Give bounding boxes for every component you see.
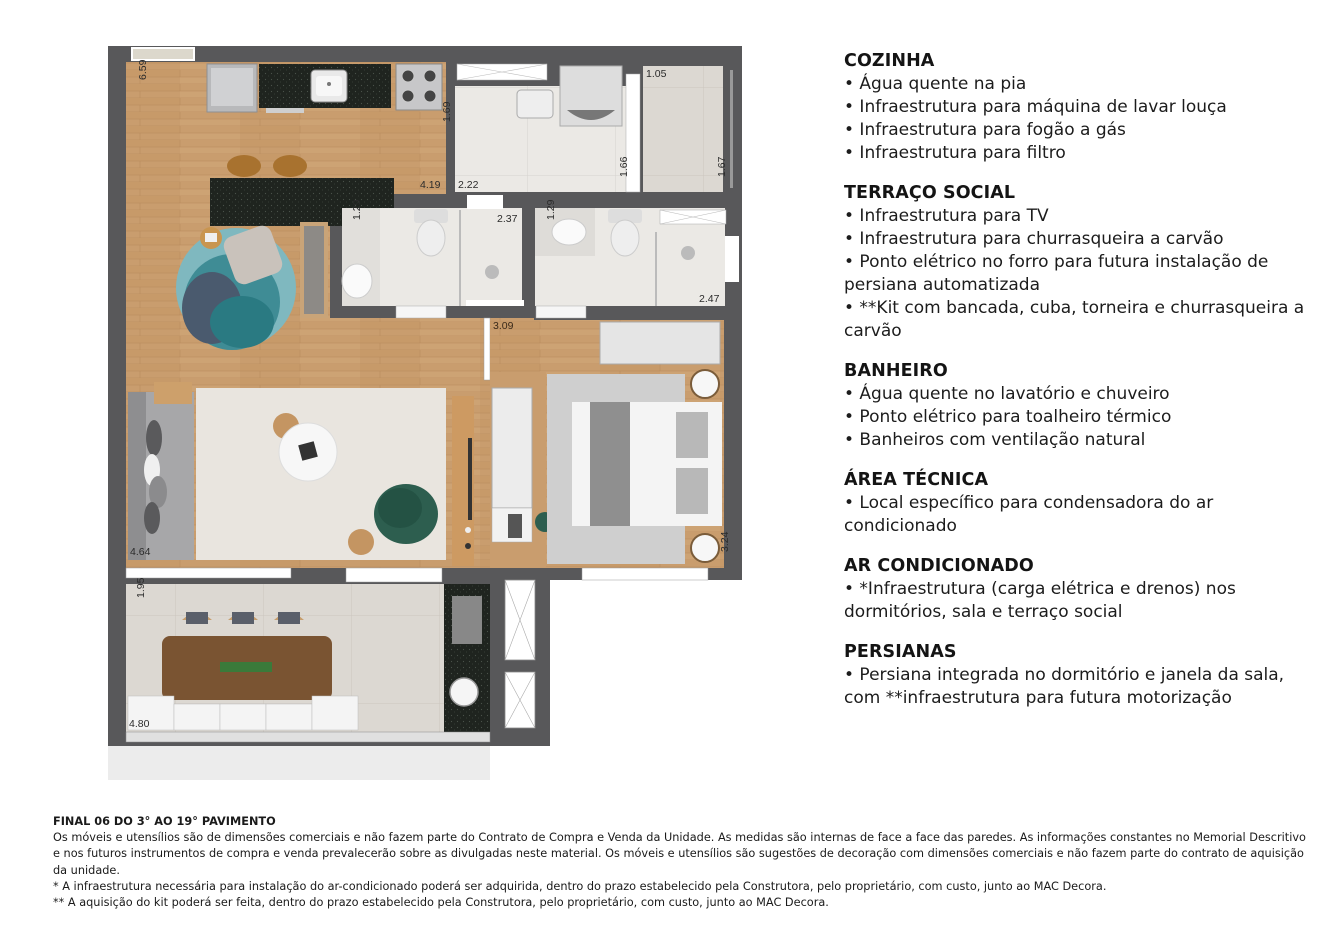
section-title: ÁREA TÉCNICA <box>844 470 989 490</box>
feature-item: • Local específico para condensadora do ar condicionado <box>844 493 1214 536</box>
feature-section-cozinha <box>844 50 1314 165</box>
floor-plan <box>0 0 760 790</box>
dim-living-width: 4.64 <box>130 546 151 558</box>
living-window-2 <box>346 568 442 582</box>
feature-item: • Ponto elétrico para toalheiro térmico <box>844 407 1172 427</box>
dim-terrace-depth: 1.95 <box>135 577 147 598</box>
dim-bedroom-width: 3.24 <box>719 531 731 552</box>
feature-item: • Ponto elétrico no forro para futura instalação de persiana automatizada <box>844 252 1269 295</box>
section-title: AR CONDICIONADO <box>844 556 1034 576</box>
feature-item: • Infraestrutura para TV <box>844 206 1049 226</box>
feature-section-area-tecnica <box>844 469 1314 538</box>
wine-rack <box>300 222 328 318</box>
feature-item: • Infraestrutura para máquina de lavar louça <box>844 97 1227 117</box>
feature-item: • Água quente no lavatório e chuveiro <box>844 384 1170 404</box>
dim-kitchen-width: 1.69 <box>441 101 453 122</box>
feature-item: • Infraestrutura para churrasqueira a carvão <box>844 229 1224 249</box>
feature-item: • **Kit com bancada, cuba, torneira e churrasqueira a carvão <box>844 298 1305 341</box>
feature-item: • Água quente na pia <box>844 74 1027 94</box>
unit-floor-label: FINAL 06 DO 3° AO 19° PAVIMENTO <box>53 815 276 828</box>
section-title: BANHEIRO <box>844 361 948 381</box>
feature-item: • *Infraestrutura (carga elétrica e drenos) nos dormitórios, sala e terraço social <box>844 579 1236 622</box>
dim-hall-width: 3.09 <box>493 320 514 332</box>
features-list <box>844 50 1314 727</box>
kitchen-window <box>132 48 194 60</box>
dim-bath2-width: 2.47 <box>699 293 720 305</box>
dim-laundry-depth: 1.66 <box>618 156 630 177</box>
dim-laundry-width: 2.22 <box>458 179 479 191</box>
feature-item: • Infraestrutura para filtro <box>844 143 1066 163</box>
dim-bath1-depth: 1.29 <box>351 199 363 220</box>
feature-section-banheiro <box>844 360 1314 452</box>
ac-footnote: * A infraestrutura necessária para instalação do ar-condicionado poderá ser adquirida, dentro do prazo estabelecido pela Construtora, pelo proprietário, com custo, junto ao MAC Decora. <box>53 879 1107 893</box>
feature-section-persianas <box>844 641 1314 710</box>
dim-bath1-width: 2.37 <box>497 213 518 225</box>
section-title: COZINHA <box>844 51 935 71</box>
disclaimer <box>53 814 1313 911</box>
section-title: TERRAÇO SOCIAL <box>844 183 1016 203</box>
laundry <box>455 64 640 192</box>
terrace <box>108 584 490 780</box>
hall-door <box>484 318 490 380</box>
kit-footnote: ** A aquisição do kit poderá ser feita, dentro do prazo estabelecido pela Construtora, pelo proprietário, com custo, junto ao MAC Decora. <box>53 896 829 910</box>
dim-terrace-width: 4.80 <box>129 718 150 730</box>
dim-bath2-depth: 1.29 <box>545 199 557 220</box>
feature-item: • Persiana integrada no dormitório e janela da sala, com **infraestrutura para futura motorização <box>844 665 1285 708</box>
feature-section-terraco-social <box>844 182 1314 343</box>
section-title: PERSIANAS <box>844 642 957 662</box>
feature-section-ar-condicionado <box>844 555 1314 624</box>
kitchen-counter <box>207 64 442 113</box>
dim-technical-width: 1.05 <box>646 68 667 80</box>
bedroom <box>490 320 724 580</box>
living-area <box>128 382 474 566</box>
ventilation-shafts <box>505 580 535 728</box>
dim-kitchen-length: 4.19 <box>420 179 441 191</box>
dim-kitchen-depth: 6.59 <box>137 59 149 80</box>
feature-item: • Infraestrutura para fogão a gás <box>844 120 1126 140</box>
living-window-1 <box>126 568 291 578</box>
feature-item: • Banheiros com ventilação natural <box>844 430 1146 450</box>
disclaimer-paragraph: Os móveis e utensílios são de dimensões comerciais e não fazem parte do Contrato de Compra e Venda da Unidade. As medidas são internas de face a face das paredes. As informações constantes no Memorial Descritivo e nos futuros instrumentos de compra e venda prevalecerão sobre as divulgadas neste material. Os móveis e utensílios são sugestões de decoração com dimensões comerciais e não fazem parte do contrato de aquisição da unidade. <box>53 831 1306 877</box>
dim-technical-depth: 1.67 <box>716 156 728 177</box>
